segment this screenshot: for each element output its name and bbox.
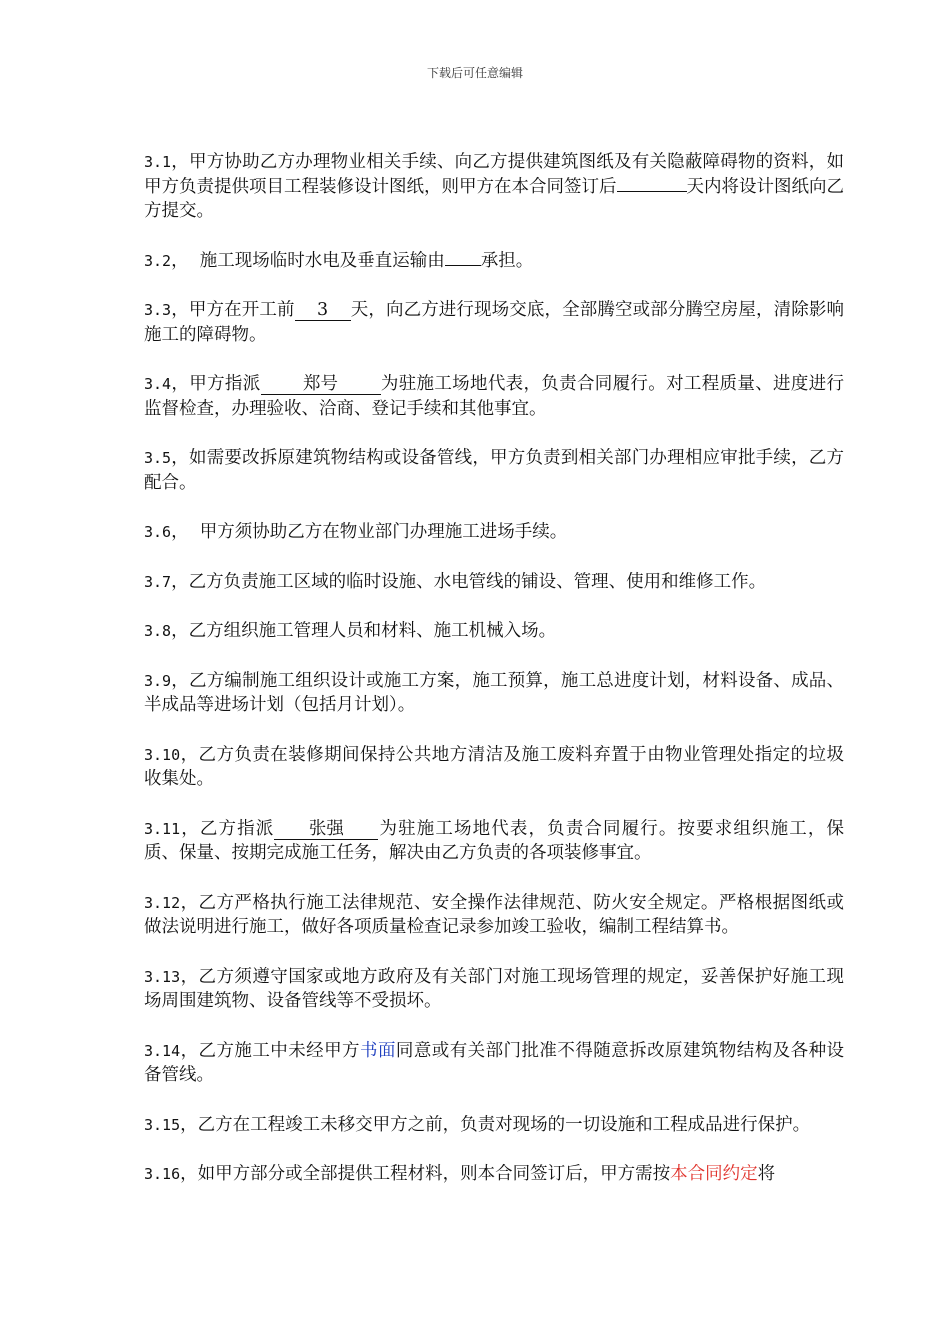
clause-3-16 [144, 1162, 844, 1187]
blank-days [617, 191, 687, 192]
clause-text: 承担。 [480, 250, 534, 271]
clause-number: 3.14 [144, 1041, 181, 1060]
clause-text: 为驻施工场地代表，负责合同履行。按要求组织施工，保质、保量、按期完成施工任务，解决由乙方负责的各项装修事宜。 [144, 818, 844, 863]
clause-number: 3.2 [144, 251, 172, 270]
clause-number: 3.7 [144, 572, 172, 591]
clause-text: ，如需要改拆原建筑物结构或设备管线，甲方负责到相关部门办理相应审批手续，乙方配合。 [144, 448, 844, 493]
clause-text: 同意或有关部门批准不得随意拆改原建筑物结构及各种设备管线。 [144, 1040, 845, 1085]
clause-number: 3.4 [144, 375, 172, 393]
clause-text: ，乙方施工中未经甲方 [180, 1040, 360, 1061]
clause-number: 3.11 [144, 819, 181, 838]
clause-text: ，乙方指派 [180, 818, 275, 839]
clause-text: ， 施工现场临时水电及垂直运输由 [171, 250, 445, 271]
clause-3-4 [144, 372, 844, 421]
clause-3-1 [144, 150, 844, 224]
clause-3-8 [144, 619, 844, 644]
clause-text: 天，向乙方进行现场交底，全部腾空或部分腾空房屋，清除影响施工的障碍物。 [144, 300, 845, 345]
filled-days: 3 [295, 300, 351, 321]
blank-party [445, 265, 481, 266]
highlighted-term: 书面 [360, 1040, 396, 1061]
clause-number: 3.9 [144, 671, 172, 690]
clause-text: ，乙方组织施工管理人员和材料、施工机械入场。 [171, 621, 557, 641]
clause-number: 3.5 [144, 449, 172, 467]
clause-text: 将 [757, 1164, 776, 1184]
clause-number: 3.6 [144, 523, 172, 541]
filled-representative: 郑号 [261, 374, 381, 395]
clause-number: 3.13 [144, 967, 181, 986]
clause-number: 3.15 [144, 1115, 181, 1134]
highlighted-term: 本合同约定 [670, 1164, 758, 1184]
clause-text: ，乙方在工程竣工未移交甲方之前，负责对现场的一切设施和工程成品进行保护。 [180, 1114, 811, 1135]
clause-3-9 [144, 669, 844, 718]
clause-3-10 [144, 743, 844, 792]
clause-number: 3.16 [144, 1165, 181, 1183]
filled-representative: 张强 [274, 819, 378, 840]
clause-text: ，乙方负责在装修期间保持公共地方清洁及施工废料弃置于由物业管理处指定的垃圾收集处。 [144, 744, 844, 789]
clause-text: ，如甲方部分或全部提供工程材料，则本合同签订后，甲方需按 [180, 1164, 671, 1184]
clause-text: ，甲方在开工前 [171, 300, 295, 320]
clause-3-13 [144, 965, 844, 1014]
clause-text: ， 甲方须协助乙方在物业部门办理施工进场手续。 [171, 522, 568, 542]
clause-3-7 [144, 570, 844, 595]
clause-3-14 [144, 1039, 844, 1088]
clause-3-3 [144, 298, 844, 347]
clause-text: 天内将设计图纸向乙方提交。 [144, 176, 844, 221]
clause-number: 3.3 [144, 301, 172, 319]
clause-text: ，乙方负责施工区域的临时设施、水电管线的铺设、管理、使用和维修工作。 [171, 571, 767, 592]
clause-text: ，乙方须遵守国家或地方政府及有关部门对施工现场管理的规定，妥善保护好施工现场周围建筑物、设备管线等不受损坏。 [144, 966, 844, 1011]
clause-3-6 [144, 520, 844, 545]
page-header: 下载后可任意编辑 [426, 66, 523, 80]
clause-text: ，甲方协助乙方办理物业相关手续、向乙方提供建筑图纸及有关隐蔽障碍物的资料，如甲方负责提供项目工程装修设计图纸，则甲方在本合同签订后 [144, 152, 844, 197]
clause-number: 3.10 [144, 745, 181, 764]
clause-number: 3.8 [144, 622, 172, 640]
clause-text: ，乙方严格执行施工法律规范、安全操作法律规范、防火安全规定。严格根据图纸或做法说明进行施工，做好各项质量检查记录参加竣工验收，编制工程结算书。 [144, 892, 844, 937]
contract-body [144, 150, 844, 1212]
clause-text: ，甲方指派 [171, 374, 261, 394]
clause-number: 3.12 [144, 893, 181, 912]
clause-3-11 [144, 817, 844, 866]
clause-3-5 [144, 446, 844, 495]
clause-text: ，乙方编制施工组织设计或施工方案，施工预算，施工总进度计划，材料设备、成品、半成品等进场计划（包括月计划）。 [144, 670, 844, 715]
clause-number: 3.1 [144, 153, 172, 171]
clause-3-2 [144, 249, 844, 274]
clause-text: 为驻施工场地代表，负责合同履行。对工程质量、进度进行监督检查，办理验收、洽商、登记手续和其他事宜。 [144, 374, 844, 419]
clause-3-15 [144, 1113, 844, 1138]
clause-3-12 [144, 891, 844, 940]
